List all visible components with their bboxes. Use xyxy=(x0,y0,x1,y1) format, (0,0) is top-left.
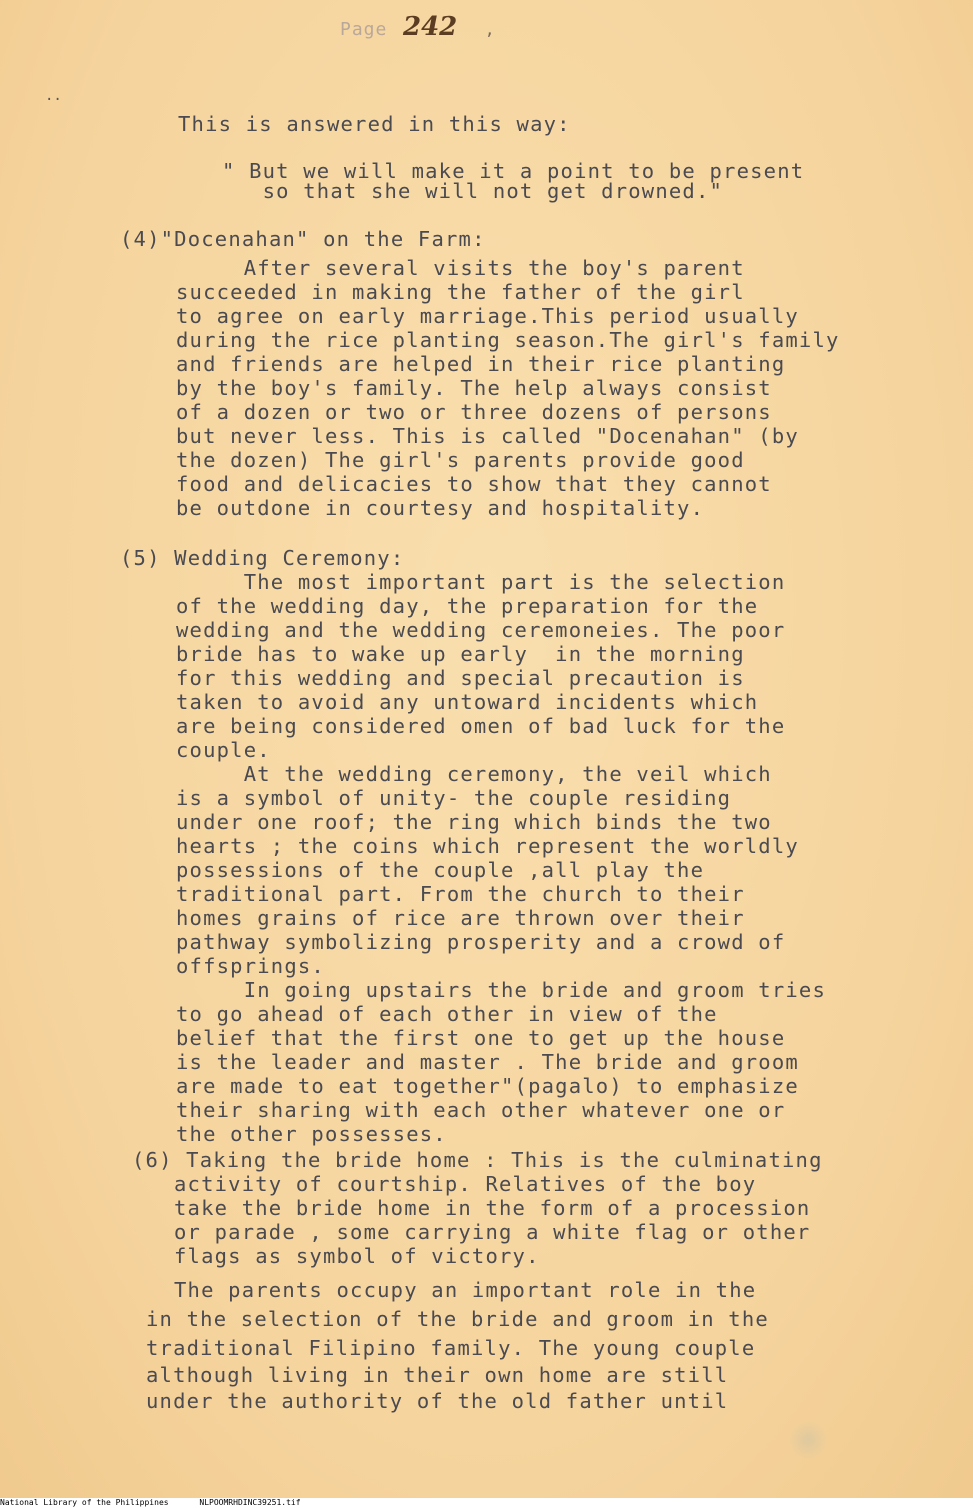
text-line: of the wedding day, the preparation for the xyxy=(176,594,759,618)
text-line: After several visits the boy's parent xyxy=(176,256,745,280)
text-line: The parents occupy an important role in the xyxy=(174,1278,757,1302)
section-5-heading: (5) Wedding Ceremony: xyxy=(120,546,405,570)
text-line: The most important part is the selection xyxy=(176,570,786,594)
text-line: is the leader and master . The bride and groom xyxy=(176,1050,799,1074)
page-header xyxy=(340,12,560,52)
text-line: of a dozen or two or three dozens of persons xyxy=(176,400,772,424)
text-line: and friends are helped in their rice planting xyxy=(176,352,786,376)
text-line: wedding and the wedding ceremoneies. The poor xyxy=(176,618,786,642)
paper-stain xyxy=(788,1420,828,1460)
text-line: by the boy's family. The help always consist xyxy=(176,376,772,400)
section-5-body xyxy=(176,570,826,1146)
text-line: to go ahead of each other in view of the xyxy=(176,1002,718,1026)
page-tick-mark: , xyxy=(484,20,495,39)
text-line: but never less. This is called "Docenahan" (by xyxy=(176,424,799,448)
text-line: the other possesses. xyxy=(176,1122,447,1146)
text-line: activity of courtship. Relatives of the boy xyxy=(174,1172,757,1196)
text-line: under one roof; the ring which binds the two xyxy=(176,810,772,834)
footer-filename: NLPOOMRHDINC39251.tif xyxy=(199,1498,301,1507)
text-line: bride has to wake up early in the morning xyxy=(176,642,745,666)
text-line: are being considered omen of bad luck for the xyxy=(176,714,786,738)
text-line: possessions of the couple ,all play the xyxy=(176,858,705,882)
text-line: belief that the first one to get up the house xyxy=(176,1026,786,1050)
text-line: At the wedding ceremony, the veil which xyxy=(176,762,772,786)
text-line: offsprings. xyxy=(176,954,325,978)
text-line: couple. xyxy=(176,738,271,762)
text-line: food and delicacies to show that they cannot xyxy=(176,472,772,496)
text-line: although living in their own home are still xyxy=(146,1363,729,1387)
text-line: be outdone in courtesy and hospitality. xyxy=(176,496,705,520)
margin-mark: .. xyxy=(45,88,62,104)
text-line: their sharing with each other whatever one or xyxy=(176,1098,786,1122)
text-line: or parade , some carrying a white flag or other xyxy=(174,1220,811,1244)
closing-paragraph xyxy=(146,1276,769,1414)
section-4-heading: (4)"Docenahan" on the Farm: xyxy=(120,227,486,251)
scan-footer xyxy=(0,1498,973,1508)
section-6-heading: (6) Taking the bride home : This is the culminating xyxy=(132,1148,823,1172)
text-line: pathway symbolizing prosperity and a crowd of xyxy=(176,930,786,954)
text-line: the dozen) The girl's parents provide good xyxy=(176,448,745,472)
text-line: traditional part. From the church to their xyxy=(176,882,745,906)
text-line: are made to eat together"(pagalo) to emphasize xyxy=(176,1074,799,1098)
text-line: is a symbol of unity- the couple residing xyxy=(176,786,732,810)
text-line: traditional Filipino family. The young couple xyxy=(146,1336,756,1360)
quote-line: " But we will make it a point to be present xyxy=(222,159,805,183)
quote-block xyxy=(222,161,804,201)
text-line: during the rice planting season.The girl's family xyxy=(176,328,840,352)
text-line: to agree on early marriage.This period usually xyxy=(176,304,799,328)
text-line: homes grains of rice are thrown over their xyxy=(176,906,745,930)
text-line: In going upstairs the bride and groom tries xyxy=(176,978,827,1002)
section-6-body xyxy=(174,1172,810,1268)
text-line: under the authority of the old father until xyxy=(146,1389,729,1413)
text-line: take the bride home in the form of a procession xyxy=(174,1196,811,1220)
footer-library: National Library of the Philippines xyxy=(0,1498,169,1507)
section-4-body xyxy=(176,256,840,520)
quote-line: so that she will not get drowned." xyxy=(222,179,724,203)
answer-paragraph: This is answered in this way: xyxy=(178,112,571,136)
text-line: hearts ; the coins which represent the worldly xyxy=(176,834,799,858)
text-line: in the selection of the bride and groom in the xyxy=(146,1307,769,1331)
page-label: Page xyxy=(340,19,388,40)
text-line: taken to avoid any untoward incidents which xyxy=(176,690,759,714)
text-line: for this wedding and special precaution is xyxy=(176,666,745,690)
text-line: flags as symbol of victory. xyxy=(174,1244,540,1268)
text-line: succeeded in making the father of the girl xyxy=(176,280,745,304)
page-number: 242 xyxy=(403,12,458,42)
